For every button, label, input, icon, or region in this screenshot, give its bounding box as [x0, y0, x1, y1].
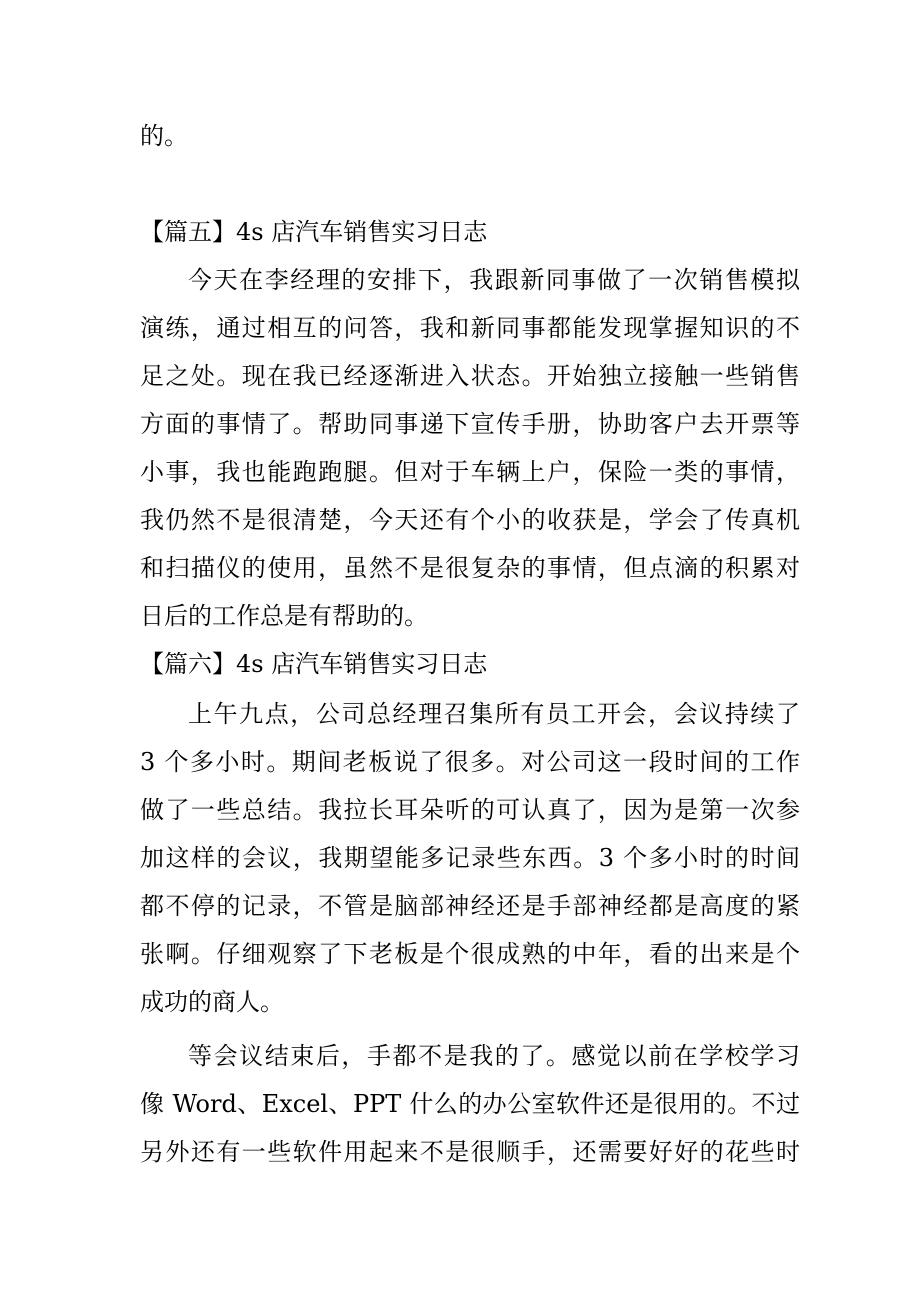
paragraph-line: 像 Word、Excel、PPT 什么的办公室软件还是很用的。不过	[140, 1090, 800, 1118]
paragraph-line: 小事，我也能跑跑腿。但对于车辆上户，保险一类的事情，	[140, 458, 800, 486]
section-heading-five: 【篇五】4s 店汽车销售实习日志	[140, 218, 488, 246]
paragraph-line: 都不停的记录，不管是脑部神经还是手部神经都是高度的紧	[140, 892, 800, 920]
paragraph-line: 做了一些总结。我拉长耳朵听的可认真了，因为是第一次参	[140, 796, 800, 824]
paragraph-line: 今天在李经理的安排下，我跟新同事做了一次销售模拟	[188, 266, 800, 294]
paragraph-line: 的。	[140, 122, 188, 150]
paragraph-line: 上午九点，公司总经理召集所有员工开会，会议持续了	[188, 700, 800, 728]
paragraph-line: 足之处。现在我已经逐渐进入状态。开始独立接触一些销售	[140, 362, 800, 390]
paragraph-line: 日后的工作总是有帮助的。	[140, 602, 428, 630]
paragraph-line: 3 个多小时。期间老板说了很多。对公司这一段时间的工作	[140, 748, 800, 776]
paragraph-line: 另外还有一些软件用起来不是很顺手，还需要好好的花些时	[140, 1138, 800, 1166]
paragraph-line: 演练，通过相互的问答，我和新同事都能发现掌握知识的不	[140, 314, 800, 342]
paragraph-line: 方面的事情了。帮助同事递下宣传手册，协助客户去开票等	[140, 410, 800, 438]
paragraph-line: 等会议结束后，手都不是我的了。感觉以前在学校学习	[188, 1042, 800, 1070]
section-heading-six: 【篇六】4s 店汽车销售实习日志	[140, 650, 488, 678]
paragraph-line: 张啊。仔细观察了下老板是个很成熟的中年，看的出来是个	[140, 940, 800, 968]
paragraph-line: 我仍然不是很清楚，今天还有个小的收获是，学会了传真机	[140, 506, 800, 534]
paragraph-line: 和扫描仪的使用，虽然不是很复杂的事情，但点滴的积累对	[140, 554, 800, 582]
paragraph-line: 成功的商人。	[140, 988, 284, 1016]
paragraph-line: 加这样的会议，我期望能多记录些东西。3 个多小时的时间	[140, 844, 800, 872]
